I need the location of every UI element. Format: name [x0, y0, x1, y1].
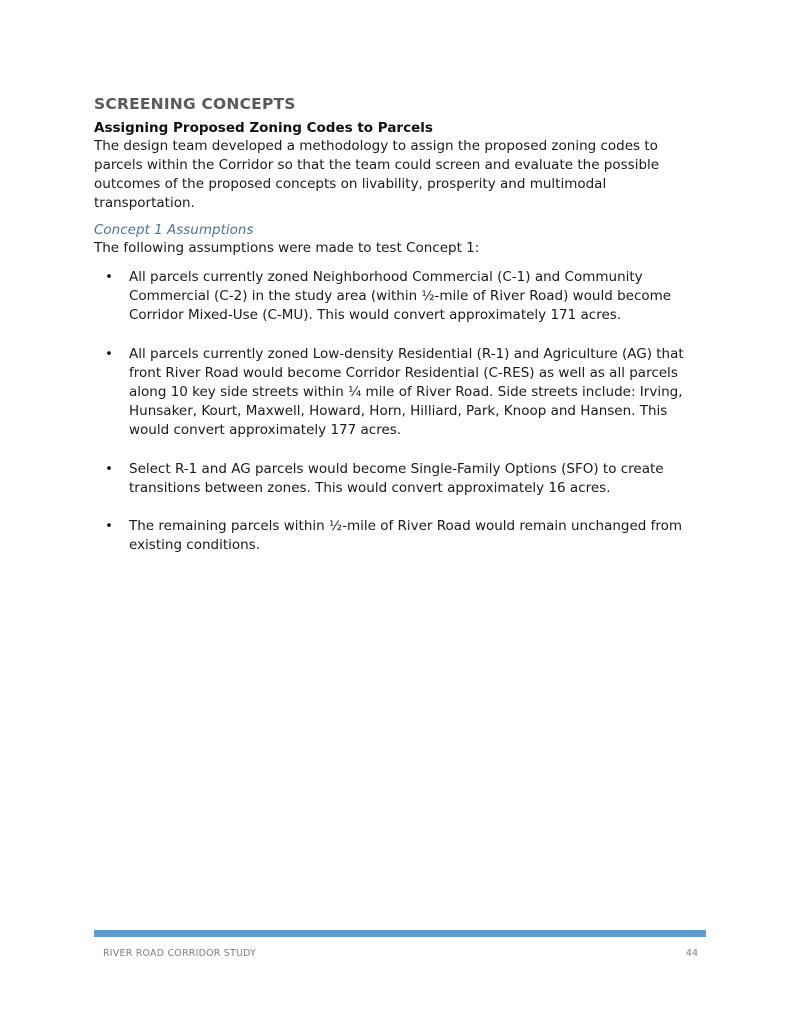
subheading: Assigning Proposed Zoning Codes to Parcels — [94, 120, 433, 136]
list-item-text: All parcels currently zoned Low-density Residential (R-1) and Agriculture (AG) that front River Road would become Corridor Residential (C-RES) as well as all parcels along 10 key side streets within ¼ mile of River Road. Side streets include: Irving, Hunsaker, Kourt, Maxwell, Howard, Horn, Hilliard, Park, Knoop and Hansen. This would convert approximately 177 acres. — [129, 345, 684, 439]
list-item-text: The remaining parcels within ½-mile of River Road would remain unchanged from existing conditions. — [129, 518, 683, 554]
intro-paragraph: The design team developed a methodology to assign the proposed zoning codes to parcels within the Corridor so that the team could screen and evaluate the possible outcomes of the proposed concepts on livability, prosperity and multimodal transportation. — [94, 138, 660, 211]
bullet-icon: • — [105, 269, 113, 285]
bullet-icon: • — [105, 345, 113, 362]
footer-bar — [94, 930, 706, 937]
bullet-icon: • — [105, 518, 113, 535]
footer-title: RIVER ROAD CORRIDOR STUDY — [103, 948, 257, 959]
concept-title: Concept 1 Assumptions — [94, 222, 254, 238]
concept-intro: The following assumptions were made to test Concept 1: — [94, 240, 480, 256]
assumption-list — [94, 268, 706, 555]
list-item — [94, 268, 706, 326]
list-item — [94, 517, 706, 555]
list-item-text: All parcels currently zoned Neighborhood Commercial (C-1) and Community Commercial (C-2) in the study area (within ½-mile of River Road) would become Corridor Mixed-Use (C-MU). This would convert approximately 171 acres. — [129, 269, 672, 324]
bullet-icon: • — [105, 460, 113, 477]
section-heading: SCREENING CONCEPTS — [94, 95, 296, 113]
list-item — [94, 345, 706, 441]
list-item — [94, 460, 706, 498]
list-item-text: Select R-1 and AG parcels would become Single-Family Options (SFO) to create transitions between zones. This would convert approximately 16 acres. — [129, 460, 664, 496]
document-body — [94, 94, 706, 574]
page-number: 44 — [685, 948, 698, 959]
